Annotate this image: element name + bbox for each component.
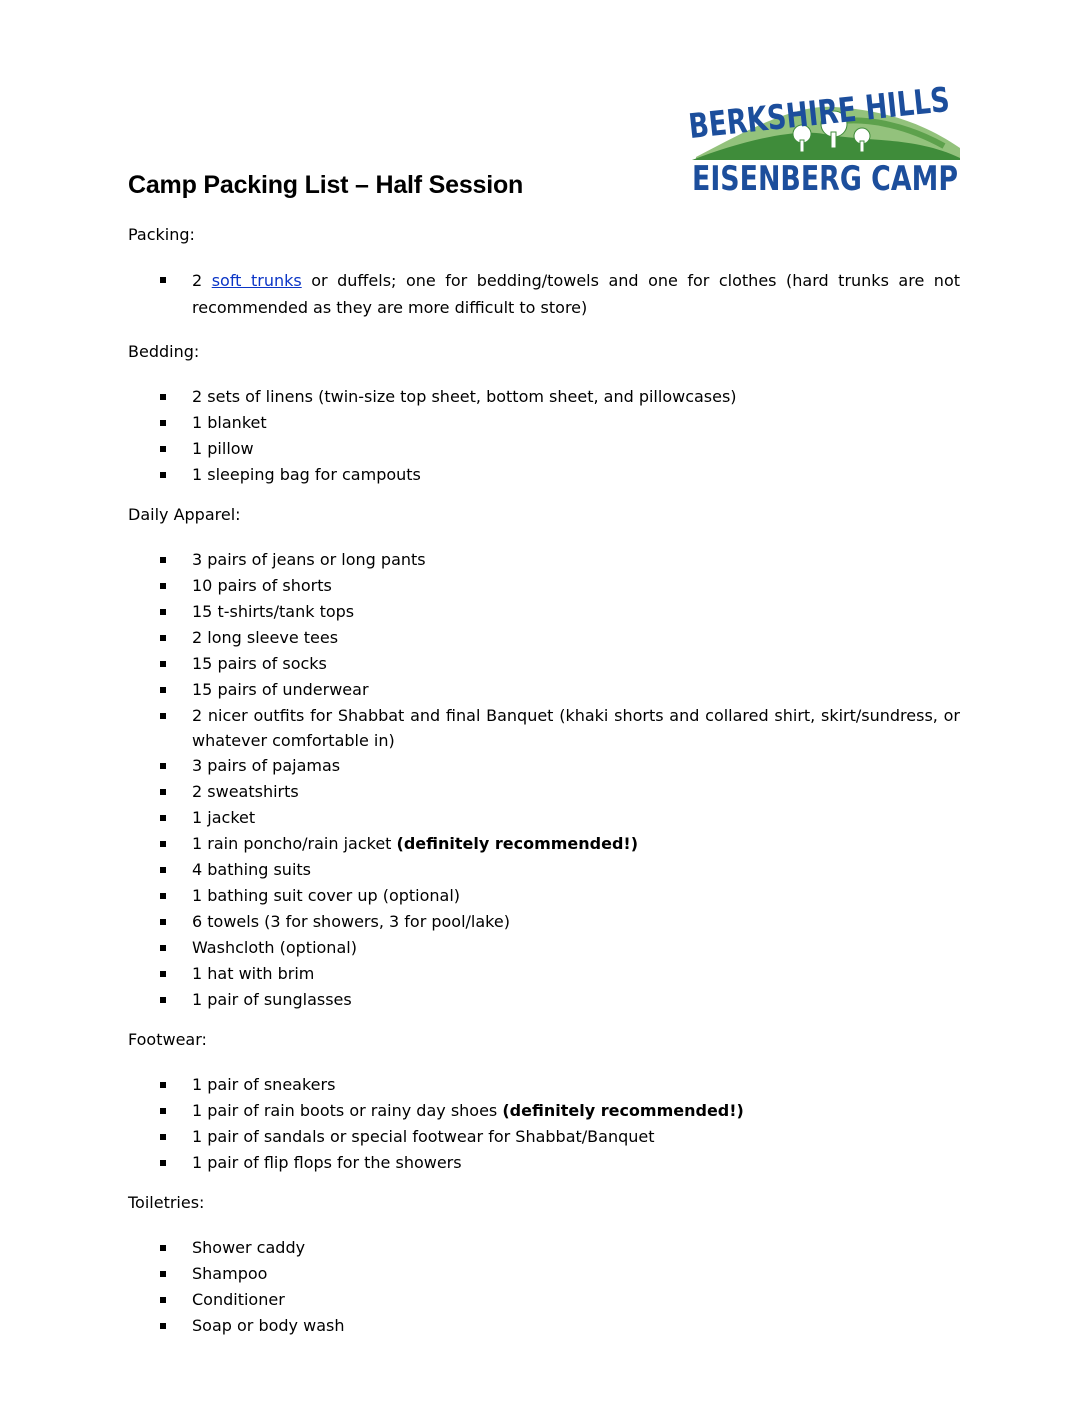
bullet-icon xyxy=(160,583,166,589)
bullet-icon xyxy=(160,867,166,873)
bullet-icon xyxy=(160,997,166,1003)
list-item: 15 t-shirts/tank tops xyxy=(128,599,960,625)
list-item: 4 bathing suits xyxy=(128,857,960,883)
list-item: 2 long sleeve tees xyxy=(128,625,960,651)
section-heading-packing: Packing: xyxy=(128,225,195,244)
bullet-icon xyxy=(160,1160,166,1166)
bullet-icon xyxy=(160,394,166,400)
list-item: 1 hat with brim xyxy=(128,961,960,987)
list-item: 1 rain poncho/rain jacket (definitely recommended!) xyxy=(128,831,960,857)
list-item: 1 pillow xyxy=(128,436,960,462)
list-item: Washcloth (optional) xyxy=(128,935,960,961)
bullet-icon xyxy=(160,557,166,563)
section-heading-toiletries: Toiletries: xyxy=(128,1193,205,1212)
list-item: 2 sweatshirts xyxy=(128,779,960,805)
bullet-icon xyxy=(160,661,166,667)
list-item: 2 sets of linens (twin-size top sheet, bottom sheet, and pillowcases) xyxy=(128,384,960,410)
bullet-icon xyxy=(160,841,166,847)
list-item: 15 pairs of underwear xyxy=(128,677,960,703)
list-item: 1 jacket xyxy=(128,805,960,831)
list-item: 1 bathing suit cover up (optional) xyxy=(128,883,960,909)
soft-trunks-link[interactable]: soft trunks xyxy=(211,271,302,290)
list-item: 2 soft trunks or duffels; one for bedding/towels and one for clothes (hard trunks are not recommended as they are more difficult to store) xyxy=(128,267,960,321)
list-item: Shower caddy xyxy=(128,1235,960,1261)
bullet-icon xyxy=(160,420,166,426)
list-item: 1 blanket xyxy=(128,410,960,436)
berkshire-hills-eisenberg-camp-logo xyxy=(684,62,1027,199)
bullet-icon xyxy=(160,635,166,641)
list-item: 1 pair of sneakers xyxy=(128,1072,960,1098)
bullet-icon xyxy=(160,472,166,478)
bullet-icon xyxy=(160,945,166,951)
bedding-items xyxy=(128,384,960,488)
bullet-icon xyxy=(160,815,166,821)
list-item: Conditioner xyxy=(128,1287,960,1313)
daily-apparel-items xyxy=(128,547,960,1013)
section-heading-bedding: Bedding: xyxy=(128,342,200,361)
bullet-icon xyxy=(160,1134,166,1140)
list-item: 1 sleeping bag for campouts xyxy=(128,462,960,488)
footwear-items xyxy=(128,1072,960,1176)
list-item: 10 pairs of shorts xyxy=(128,573,960,599)
bullet-icon xyxy=(160,713,166,719)
bullet-icon xyxy=(160,971,166,977)
bullet-icon xyxy=(160,1082,166,1088)
emphasis-note: (definitely recommended!) xyxy=(502,1101,744,1120)
bullet-icon xyxy=(160,687,166,693)
list-item: 3 pairs of jeans or long pants xyxy=(128,547,960,573)
bullet-icon xyxy=(160,1271,166,1277)
bullet-icon xyxy=(160,1297,166,1303)
bullet-icon xyxy=(160,1108,166,1114)
section-heading-footwear: Footwear: xyxy=(128,1030,207,1049)
list-item: 6 towels (3 for showers, 3 for pool/lake) xyxy=(128,909,960,935)
bullet-icon xyxy=(160,446,166,452)
page-title: Camp Packing List – Half Session xyxy=(128,171,524,199)
list-item: 1 pair of flip flops for the showers xyxy=(128,1150,960,1176)
list-item: Soap or body wash xyxy=(128,1313,960,1339)
emphasis-note: (definitely recommended!) xyxy=(396,834,639,853)
list-item: Shampoo xyxy=(128,1261,960,1287)
packing-list xyxy=(128,222,960,1339)
toiletries-items xyxy=(128,1235,960,1339)
bullet-icon xyxy=(160,277,166,283)
section-heading-daily-apparel: Daily Apparel: xyxy=(128,505,241,524)
bullet-icon xyxy=(160,763,166,769)
list-item: 1 pair of sunglasses xyxy=(128,987,960,1013)
bullet-icon xyxy=(160,609,166,615)
list-item: 3 pairs of pajamas xyxy=(128,753,960,779)
logo-line1: BERKSHIRE HILLS xyxy=(686,72,1027,148)
list-item: 2 nicer outfits for Shabbat and final Banquet (khaki shorts and collared shirt, skirt/sundress, or whatever comfortable in) xyxy=(128,703,960,753)
packing-items xyxy=(128,267,960,321)
bullet-icon xyxy=(160,1323,166,1329)
bullet-icon xyxy=(160,893,166,899)
list-item: 15 pairs of socks xyxy=(128,651,960,677)
bullet-icon xyxy=(160,1245,166,1251)
list-item: 1 pair of sandals or special footwear for Shabbat/Banquet xyxy=(128,1124,960,1150)
bullet-icon xyxy=(160,789,166,795)
bullet-icon xyxy=(160,919,166,925)
logo-line2: EISENBERG CAMP xyxy=(692,159,958,199)
list-item: 1 pair of rain boots or rainy day shoes (definitely recommended!) xyxy=(128,1098,960,1124)
